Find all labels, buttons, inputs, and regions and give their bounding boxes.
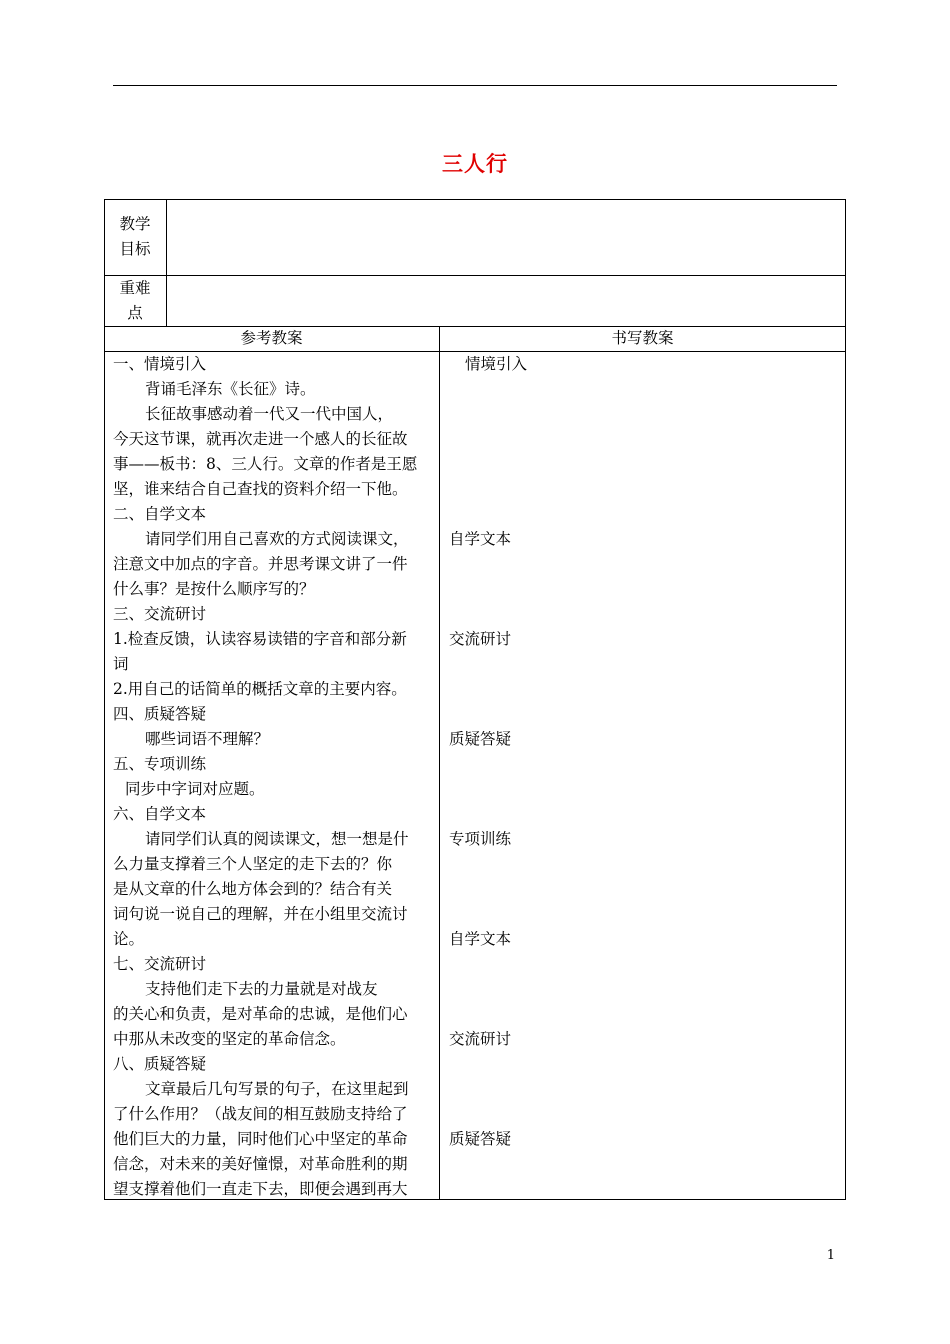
key-difficulty-content — [170, 280, 840, 322]
writing-plan-item: 交流研讨 — [449, 1030, 512, 1048]
reference-plan-line: 1.检查反馈，认读容易读错的字音和部分新 — [113, 630, 407, 648]
writing-plan-item: 质疑答疑 — [449, 730, 512, 748]
reference-plan-line: 的关心和负责，是对革命的忠诚，是他们心 — [113, 1005, 408, 1023]
reference-plan-line: 七、交流研讨 — [113, 955, 207, 973]
column-header-reference-plan: 参考教案 — [240, 329, 303, 347]
reference-plan-line: 请同学们用自己喜欢的方式阅读课文， — [145, 530, 409, 548]
reference-plan-line: 坚，谁来结合自己查找的资料介绍一下他。 — [113, 480, 408, 498]
reference-plan-text — [113, 352, 435, 1202]
teaching-goal-content — [170, 205, 840, 269]
row-divider — [104, 275, 846, 276]
page-number: 1 — [826, 1248, 835, 1263]
writing-plan-item: 专项训练 — [449, 830, 512, 848]
writing-plan-text — [449, 352, 839, 1192]
reference-plan-line: 一、情境引入 — [113, 355, 207, 373]
reference-plan-line: 了什么作用？（战友间的相互鼓励支持给了 — [113, 1105, 408, 1123]
reference-plan-line: 长征故事感动着一代又一代中国人， — [145, 405, 394, 423]
reference-plan-line: 八、质疑答疑 — [113, 1055, 207, 1073]
writing-plan-item: 质疑答疑 — [449, 1130, 512, 1148]
reference-plan-line: 三、交流研讨 — [113, 605, 207, 623]
reference-plan-line: 注意文中加点的字音。并思考课文讲了一件 — [113, 555, 408, 573]
writing-plan-item: 交流研讨 — [449, 630, 512, 648]
reference-plan-line: 请同学们认真的阅读课文，想一想是什 — [145, 830, 409, 848]
reference-plan-line: 中那从未改变的坚定的革命信念。 — [113, 1030, 346, 1048]
column-header-writing-plan: 书写教案 — [611, 329, 674, 347]
reference-plan-line: 今天这节课，就再次走进一个感人的长征故 — [113, 430, 408, 448]
reference-plan-line: 文章最后几句写景的句子，在这里起到 — [145, 1080, 409, 1098]
reference-plan-line: 六、自学文本 — [113, 805, 207, 823]
header-rule — [113, 85, 837, 86]
reference-plan-line: 什么事？是按什么顺序写的？ — [113, 580, 315, 598]
writing-plan-item: 情境引入 — [465, 355, 528, 373]
reference-plan-line: 是从文章的什么地方体会到的？结合有关 — [113, 880, 393, 898]
key-difficulty-label: 重难 点 — [119, 279, 151, 322]
reference-plan-line: 背诵毛泽东《长征》诗。 — [145, 380, 316, 398]
reference-plan-line: 事——板书：8、三人行。文章的作者是王愿 — [113, 455, 418, 473]
reference-plan-line: 二、自学文本 — [113, 505, 207, 523]
reference-plan-line: 词句说一说自己的理解，并在小组里交流讨 — [113, 905, 408, 923]
content-column-divider — [439, 326, 440, 1200]
reference-plan-line: 同步中字词对应题。 — [125, 780, 265, 798]
reference-plan-line: 望支撑着他们一直走下去，即便会遇到再大 — [113, 1180, 408, 1198]
reference-plan-line: 五、专项训练 — [113, 755, 207, 773]
page-title: 三人行 — [442, 151, 508, 176]
reference-plan-line: 信念，对未来的美好憧憬，对革命胜利的期 — [113, 1155, 408, 1173]
label-column-divider — [166, 199, 167, 326]
writing-plan-item: 自学文本 — [449, 530, 512, 548]
reference-plan-line: 2.用自己的话简单的概括文章的主要内容。 — [113, 680, 407, 698]
reference-plan-line: 哪些词语不理解？ — [145, 730, 270, 748]
reference-plan-line: 四、质疑答疑 — [113, 705, 207, 723]
reference-plan-line: 支持他们走下去的力量就是对战友 — [145, 980, 378, 998]
writing-plan-item: 自学文本 — [449, 930, 512, 948]
reference-plan-line: 么力量支撑着三个人坚定的走下去的？你 — [113, 855, 393, 873]
teaching-goal-label: 教学 目标 — [119, 215, 151, 258]
reference-plan-line: 词 — [113, 655, 129, 673]
reference-plan-line: 他们巨大的力量，同时他们心中坚定的革命 — [113, 1130, 408, 1148]
reference-plan-line: 论。 — [113, 930, 145, 948]
